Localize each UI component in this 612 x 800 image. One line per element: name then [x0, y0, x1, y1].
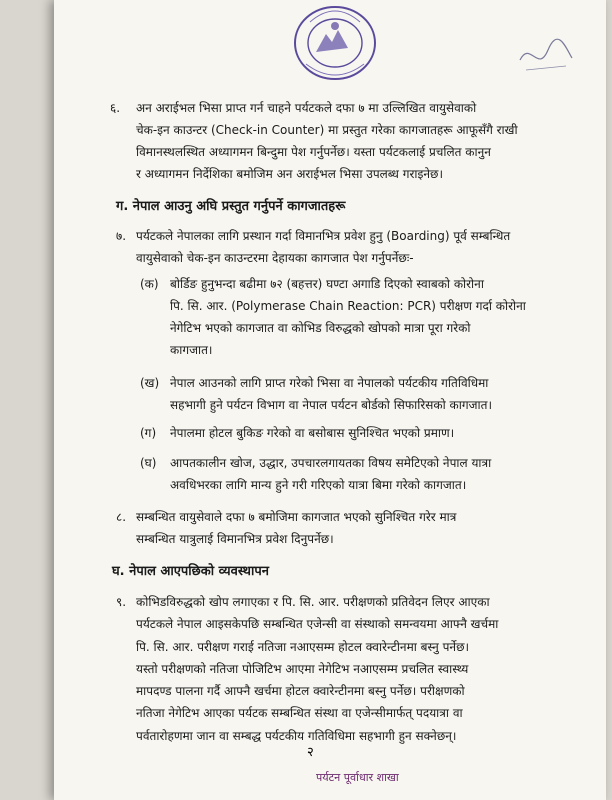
page-number: २ [307, 745, 314, 760]
sub-clause-text [170, 422, 570, 444]
section-heading-ga: ग. नेपाल आउनु अघि प्रस्तुत गर्नुपर्ने कागजातहरू [116, 199, 346, 214]
text-line: नेगेटिभ भएको कागजात वा कोभिड विरुद्धको खोपको मात्रा पूरा गरेको [170, 321, 471, 335]
text-line: चेक-इन काउन्टर (Check-in Counter) मा प्रस्तुत गरेका कागजातहरू आफूसँगै राखी [136, 123, 518, 137]
clause-6-text [136, 97, 576, 185]
clause-8-text [136, 506, 576, 550]
sub-clause-text [170, 372, 570, 416]
text-line: कोभिडविरुद्धको खोप लगाएका र पि. सि. आर. परीक्षणको प्रतिवेदन लिएर आएका [136, 595, 490, 609]
text-line: पर्यटकले नेपाल आइसकेपछि सम्बन्धित एजेन्सी वा संस्थाको समन्वयमा आफ्नै खर्चमा [136, 617, 499, 632]
text-line: सम्बन्धित वायुसेवाले दफा ७ बमोजिमा कागजात भएको सुनिश्चित गरेर मात्र [136, 510, 457, 524]
clause-7-text [136, 225, 576, 269]
sub-clause-label: (ग) [140, 426, 157, 440]
text-line: यस्तो परीक्षणको नतिजा पोजिटिभ आएमा नेगेटिभ नआएसम्म प्रचलित स्वास्थ्य [136, 661, 469, 676]
text-line: पि. सि. आर. (Polymerase Chain Reaction: PCR) परीक्षण गर्दा कोरोना [170, 299, 526, 313]
government-seal-icon [286, 2, 384, 84]
text-line: र अध्यागमन निर्देशिका बमोजिम अन अराईभल भिसा उपलब्ध गराइनेछ। [136, 167, 444, 181]
text-line: बोर्डिङ हुनुभन्दा बढीमा ७२ (बहत्तर) घण्टा अगाडि दिएको स्वाबको कोरोना [170, 277, 484, 291]
text-line: नतिजा नेगेटिभ आएका पर्यटक सम्बन्धित संस्था वा एजेन्सीमार्फत् पदयात्रा वा [136, 706, 463, 721]
sub-clause-text [170, 452, 570, 496]
clause-number-6: ६. [110, 101, 121, 115]
text-line: नेपालमा होटल बुकिङ गरेको वा बसोबास सुनिश्चित भएको प्रमाण। [170, 426, 455, 440]
text-line: सहभागी हुने पर्यटन विभाग वा नेपाल पर्यटन बोर्डको सिफारिसको कागजात। [170, 398, 493, 412]
text-line: आपतकालीन खोज, उद्धार, उपचारलगायतका विषय समेटिएको नेपाल यात्रा [170, 456, 492, 470]
text-line: कागजात। [170, 343, 213, 357]
sub-clause-label: (ख) [140, 376, 160, 390]
clause-number-7: ७. [116, 229, 127, 243]
clause-number-9: ९. [116, 595, 127, 609]
text-line: पर्वतारोहणमा जान वा सम्बद्ध पर्यटकीय गतिविधिमा सहभागी हुन सक्नेछन्। [136, 728, 457, 743]
text-line: पर्यटकले नेपालका लागि प्रस्थान गर्दा विमानभित्र प्रवेश हुनु (Boarding) पूर्व सम्बन्धित [136, 229, 511, 243]
signature-icon [516, 30, 576, 80]
sub-clause-label: (घ) [140, 456, 157, 470]
text-line: अवधिभरका लागि मान्य हुने गरी गरिएको यात्रा बिमा गरेको कागजात। [170, 478, 467, 492]
text-line: पि. सि. आर. परीक्षण गराई नतिजा नआएसम्म होटल क्वारेन्टीनमा बस्नु पर्नेछ। [136, 639, 470, 654]
text-line: नेपाल आउनको लागि प्राप्त गरेको भिसा वा नेपालको पर्यटकीय गतिविधिमा [170, 376, 489, 390]
text-line: सम्बन्धित यात्रुलाई विमानभित्र प्रवेश दिनुपर्नेछ। [136, 532, 334, 546]
footer-stamp-text: पर्यटन पूर्वाधार शाखा [316, 771, 399, 784]
clause-number-8: ८. [116, 510, 127, 524]
text-line: अन अराईभल भिसा प्राप्त गर्न चाहने पर्यटकले दफा ७ मा उल्लिखित वायुसेवाको [136, 101, 477, 115]
text-line: विमानस्थलस्थित अध्यागमन बिन्दुमा पेश गर्नुपर्नेछ। यस्ता पर्यटकलाई प्रचलित कानुन [136, 145, 491, 159]
section-heading-gha: घ. नेपाल आएपछिको व्यवस्थापन [112, 564, 269, 579]
clause-9-text [136, 591, 586, 747]
text-line: वायुसेवाको चेक-इन काउन्टरमा देहायका कागजात पेश गर्नुपर्नेछः- [136, 251, 414, 265]
text-line: मापदण्ड पालना गर्दै आफ्नै खर्चमा होटल क्वारेन्टीनमा बस्नु पर्नेछ। परीक्षणको [136, 684, 465, 699]
document-page [54, 0, 606, 800]
sub-clause-label: (क) [140, 277, 159, 291]
sub-clause-text [170, 273, 570, 361]
